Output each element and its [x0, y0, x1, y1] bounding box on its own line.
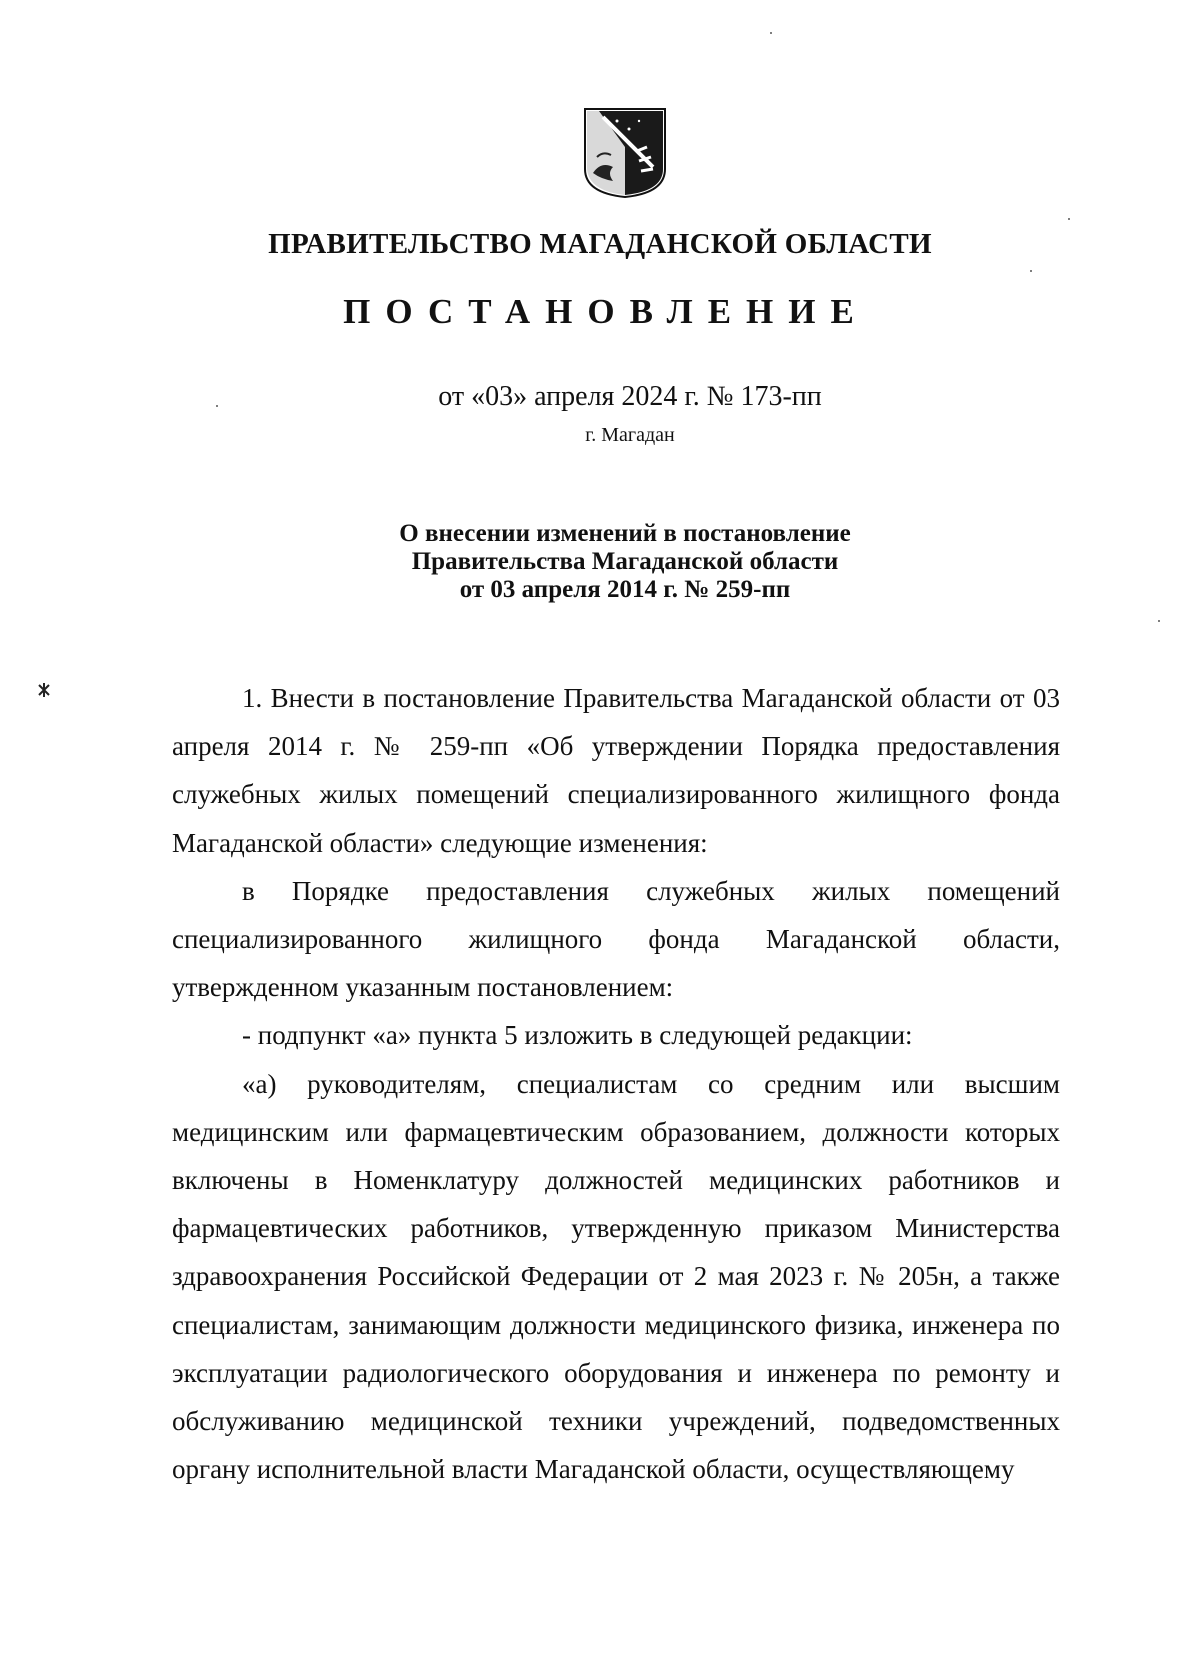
margin-mark-icon — [36, 682, 52, 698]
scan-speck — [1030, 270, 1032, 272]
subject-line-3: от 03 апреля 2014 г. № 259-пп — [459, 576, 791, 603]
scan-speck — [1068, 218, 1070, 220]
document-type-title: ПОСТАНОВЛЕНИЕ — [343, 292, 869, 331]
organization-title: ПРАВИТЕЛЬСТВО МАГАДАНСКОЙ ОБЛАСТИ — [268, 228, 932, 260]
document-subject — [0, 520, 1200, 604]
subject-line-1: О внесении изменений в постановление — [399, 520, 851, 547]
scan-speck — [216, 405, 218, 407]
body-paragraph-1: 1. Внести в постановление Правительства Магаданской области от 03 апреля 2014 г. № 259-пп «Об утверждении Порядка предоставления служебных жилых помещений специализированного жилищного фонда Магаданской области» следующие изменения: — [172, 683, 1060, 858]
subject-line-2: Правительства Магаданской области — [411, 548, 839, 575]
body-paragraph-3: - подпункт «а» пункта 5 изложить в следующей редакции: — [242, 1020, 913, 1051]
coat-of-arms-icon — [583, 107, 667, 199]
document-body — [172, 674, 1060, 1493]
body-paragraph-2: в Порядке предоставления служебных жилых помещений специализированного жилищного фонда Магаданской области, утвержденном указанным постановлением: — [172, 875, 1060, 1003]
scan-speck — [1158, 620, 1160, 622]
document-date-number: от «03» апреля 2024 г. № 173-пп — [438, 381, 822, 412]
body-paragraph-4: «а) руководителям, специалистам со средним или высшим медицинским или фармацевтическим образованием, должности которых включены в Номенклатуру должностей медицинских работников и фармацевтических работников, утвержденную приказом Министерства здравоохранения Российской Федерации от 2 мая 2023 г. № 205н, а также специалистам, занимающим должности медицинского физика, инженера по эксплуатации радиологического оборудования и инженера по ремонту и обслуживанию медицинской техники учреждений, подведомственных органу исполнительной власти Магаданской области, осуществляющему — [172, 1068, 1060, 1485]
document-city: г. Магадан — [585, 424, 675, 446]
scan-speck — [770, 32, 772, 34]
